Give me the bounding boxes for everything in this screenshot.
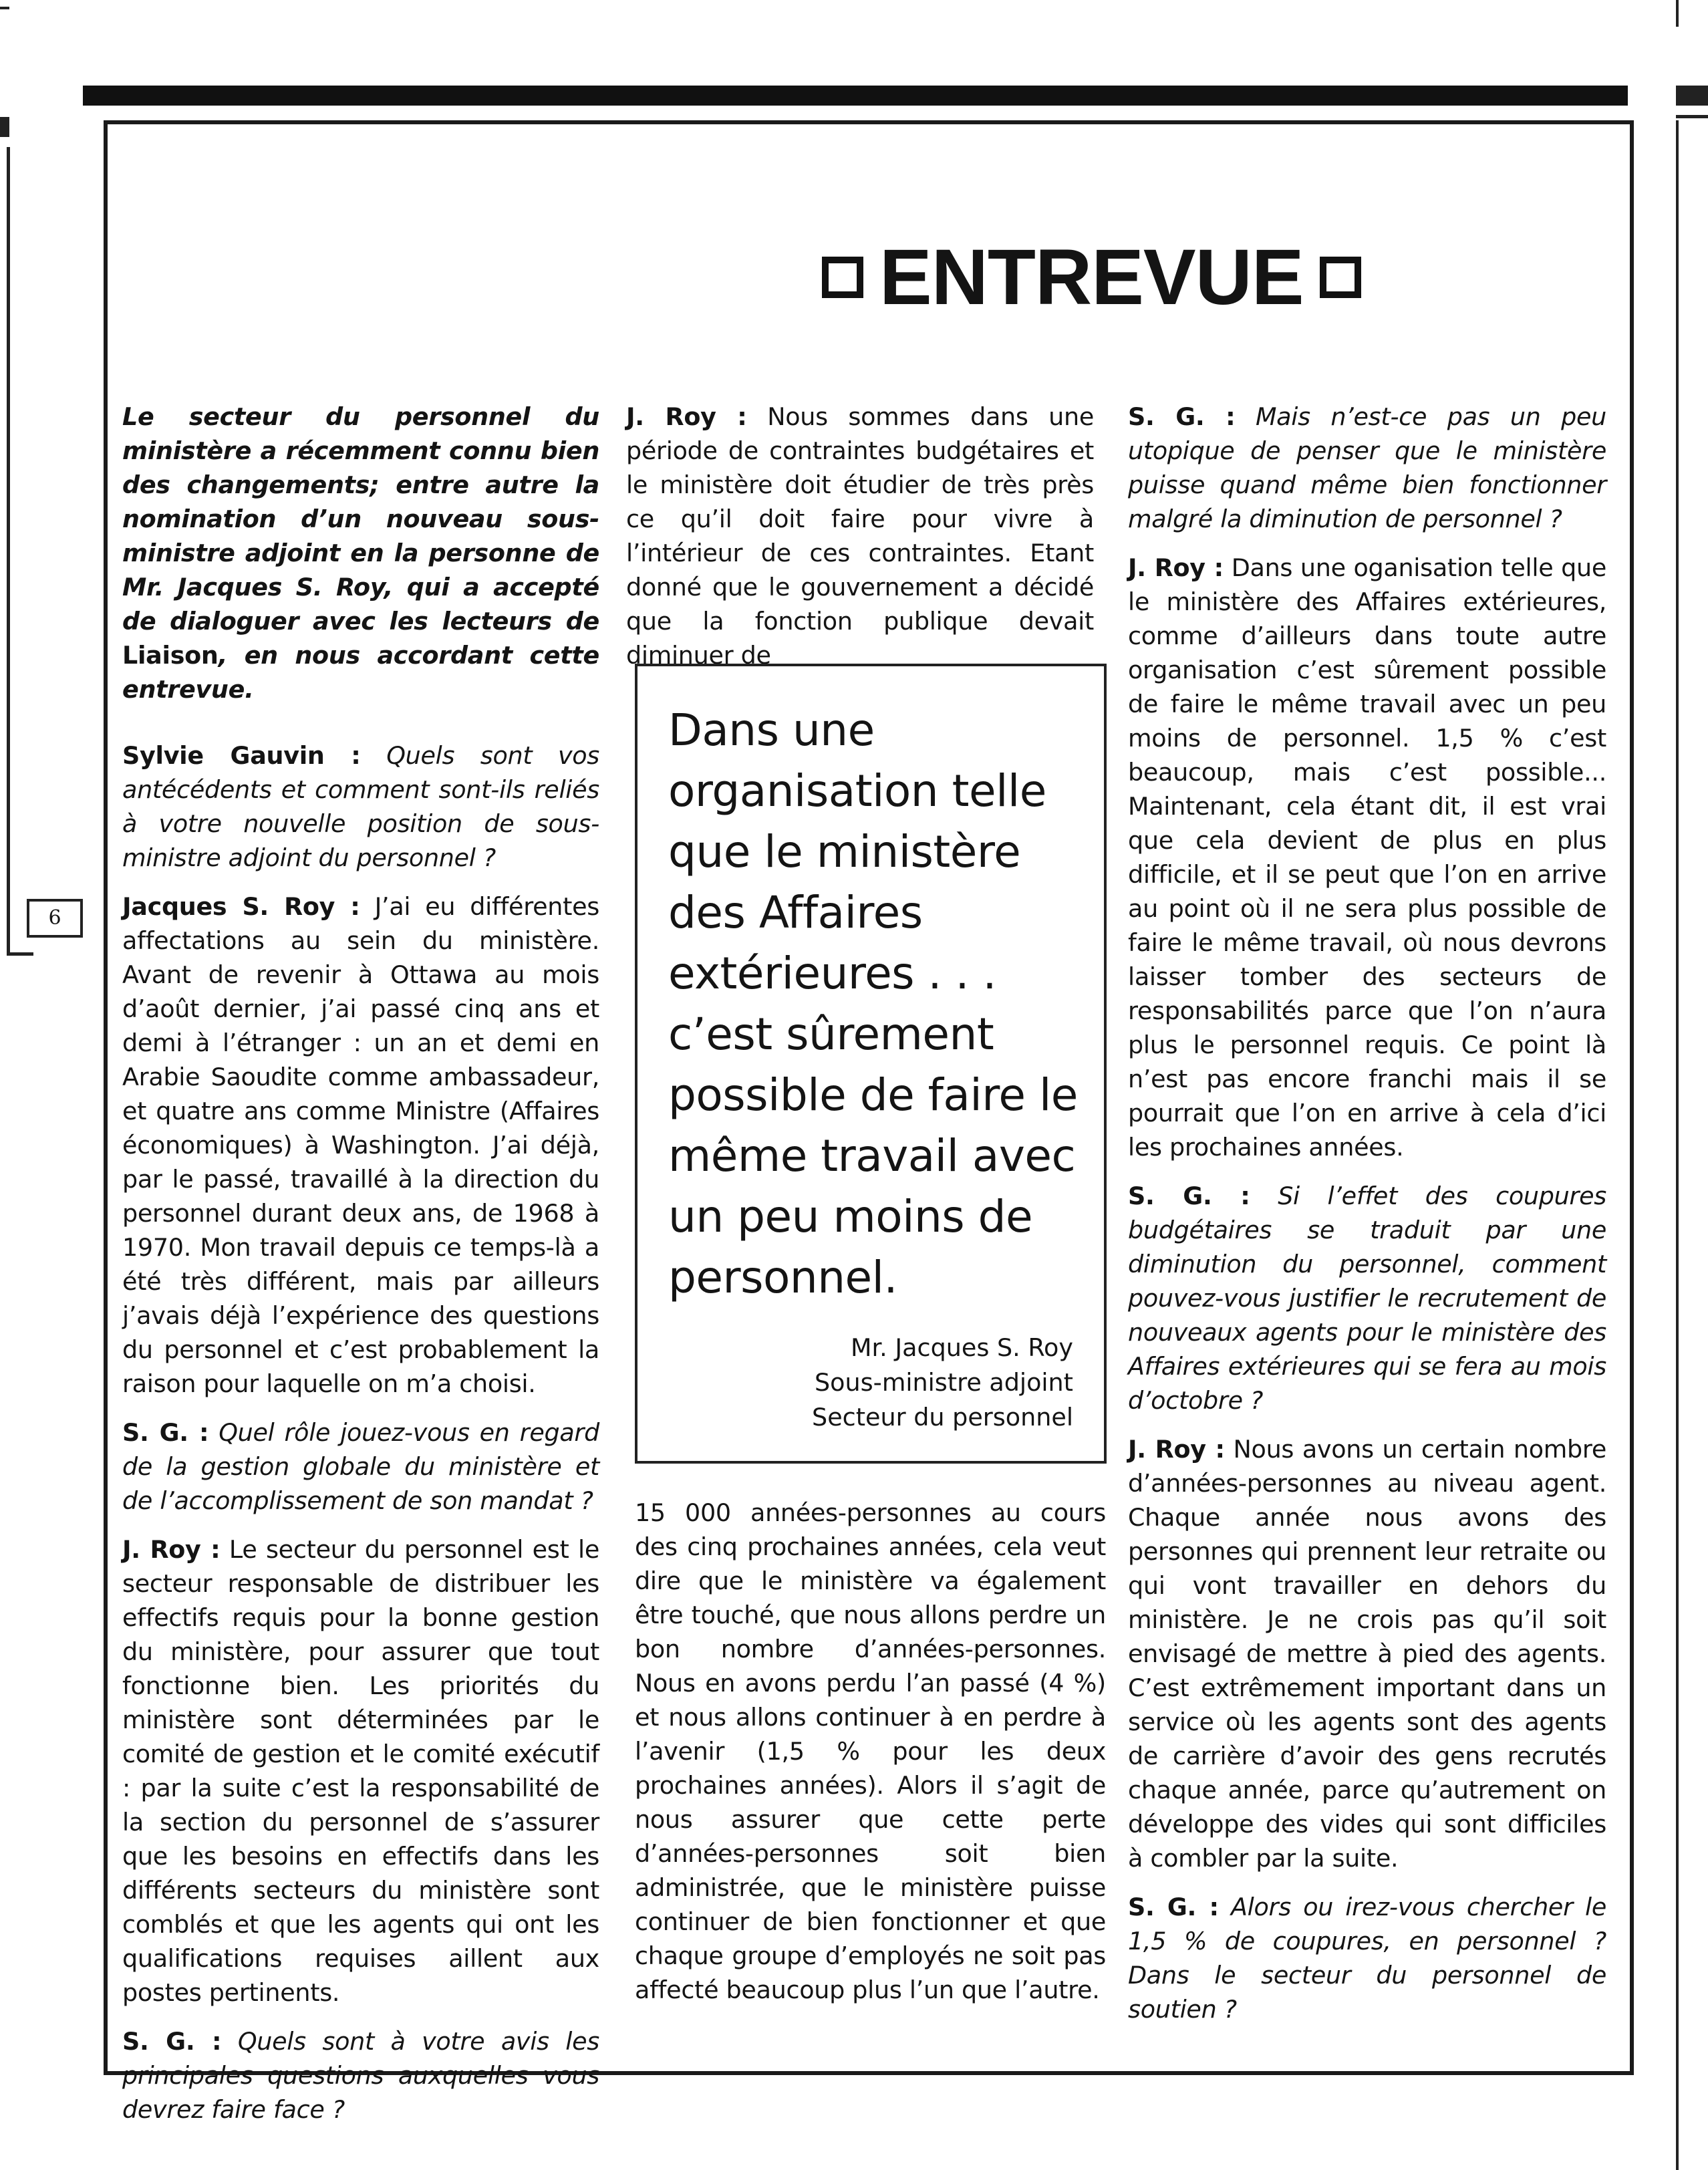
speaker-label: J. Roy : — [1128, 553, 1224, 582]
interview-paragraph — [122, 1415, 599, 1518]
speaker-label: S. G. : — [1128, 1182, 1250, 1210]
attribution-role: Sous-ministre adjoint — [815, 1368, 1073, 1397]
scan-mark-corner — [0, 7, 9, 9]
speaker-label: S. G. : — [122, 1418, 209, 1447]
pull-quote-box — [635, 664, 1107, 1464]
speaker-label: Jacques S. Roy : — [122, 892, 360, 921]
page-title — [822, 231, 1397, 324]
question-text: Alors ou irez-vous chercher le 1,5 % de coupures, en personnel ? Dans le secteur du personnel de soutien ? — [1128, 1893, 1606, 2024]
interview-paragraph — [1128, 1890, 1606, 2026]
answer-text: Dans une oganisation telle que le ministère des Affaires extérieures, comme d’ailleurs dans toute autre organisation c’est sûrement possible de faire le même travail avec un peu moins de personnel. 1,5 % c’est beaucoup, mais c’est possible... Maintenant, cela étant dit, il est vrai que cela devient de plus en plus difficile, et il se peut que l’on en arrive au point où il ne sera plus possible de faire le même travail, où nous devrons laisser tomber des secteurs de responsabilités parce que l’on n’aura plus le personnel requis. Ce point là n’est pas encore franchi mais il se pourrait que l’on en arrive à cela d’ici les prochaines années. — [1128, 553, 1606, 1162]
scan-mark-right-tab — [1676, 86, 1708, 106]
column-1 — [122, 400, 599, 2127]
interview-paragraph — [1128, 1432, 1606, 1875]
column-3 — [1128, 400, 1606, 2026]
column-2-bottom — [635, 1496, 1106, 2007]
speaker-label: J. Roy : — [1128, 1435, 1225, 1464]
answer-text: Le secteur du personnel est le secteur responsable de distribuer les effectifs requis pour la bonne gestion du ministère, pour assurer que tout fonctionne bien. Les priorités du ministère sont déterminées par le comité de gestion et le comité exécutif : par la suite c’est la responsabilité de la section du personnel de s’assurer que les besoins en effectifs dans les différents secteurs du ministère sont comblés et que les agents qui ont les qualifications requises aillent aux postes pertinents. — [122, 1535, 599, 2007]
intro-paragraph — [122, 400, 599, 706]
speaker-label: S. G. : — [122, 2027, 222, 2056]
answer-text: Nous sommes dans une période de contraintes budgétaires et le ministère doit étudier de très près ce qu’il doit faire pour vivre à l’intérieur de ces contraintes. Etant donné que le gouvernement a décidé que la fonction publique devait diminuer de — [626, 402, 1094, 670]
interview-paragraph — [122, 890, 599, 1401]
top-rule — [83, 86, 1628, 106]
interview-paragraph — [626, 400, 1094, 672]
interview-paragraph: 15 000 années-personnes au cours des cinq prochaines années, cela veut dire que le ministère va également être touché, que nous allons perdre un bon nombre d’années-personnes. Nous en avons perdu l’an passé (4 %) et nous allons continuer à en perdre à l’avenir (1,5 % pour les deux prochaines années). Alors il s’agit de nous assurer que cette perte d’années-personnes soit bien administrée, que le ministère puisse continuer de bien fonctionner et que chaque groupe d’employés ne soit pas affecté beaucoup plus l’un que l’autre. — [635, 1498, 1106, 2004]
attribution-department: Secteur du personnel — [812, 1403, 1073, 1432]
publication-name: Liaison — [122, 641, 219, 670]
interview-paragraph — [1128, 1179, 1606, 1417]
interview-paragraph — [1128, 400, 1606, 536]
speaker-label: S. G. : — [1128, 402, 1236, 431]
pull-quote-text: Dans une organisation telle que le ministère des Affaires extérieures . . . c’est sûrement possible de faire le même travail avec un peu moins de personnel. — [668, 704, 1078, 1303]
column-2-top — [626, 400, 1094, 672]
pull-quote-attribution — [668, 1331, 1085, 1435]
interview-paragraph — [122, 738, 599, 875]
title-box-right — [1320, 257, 1361, 298]
scan-mark-left — [7, 147, 10, 956]
question-text: Quel rôle jouez-vous en regard de la gestion globale du ministère et de l’accomplissement de son mandat ? — [122, 1418, 599, 1515]
scan-mark-right-top — [1676, 0, 1679, 27]
interview-paragraph — [1128, 551, 1606, 1164]
speaker-label: J. Roy : — [122, 1535, 221, 1564]
answer-text: J’ai eu différentes affectations au sein du ministère. Avant de revenir à Ottawa au mois d’août dernier, j’ai passé cinq ans et demi à l’étranger : un an et demi en Arabie Saoudite comme ambassadeur, et quatre ans comme Ministre (Affaires économiques) à Washington. J’ai déjà, par le passé, travaillé à la direction du personnel durant deux ans, de 1968 à 1970. Mon travail depuis ce temps-là a été très différent, mais par ailleurs j’avais déjà l’expérience des questions du personnel et c’est probablement la raison pour laquelle on m’a choisi. — [122, 892, 599, 1398]
question-text: Quels sont vos antécédents et comment sont-ils reliés à votre nouvelle position de sous-ministre adjoint du personnel ? — [122, 741, 599, 872]
intro-text: Le secteur du personnel du ministère a récemment connu bien des changements; entre autre la nomination d’un nouveau sous-ministre adjoint en la personne de Mr. Jacques S. Roy, qui a accepté de dialoguer avec les lecteurs de — [122, 402, 599, 636]
interview-paragraph — [122, 2024, 599, 2127]
speaker-label: J. Roy : — [626, 402, 747, 431]
question-text: Si l’effet des coupures budgétaires se traduit par une diminution du personnel, comment pouvez-vous justifier le recrutement de nouveaux agents pour le ministère des Affaires extérieures qui se fera au mois d’octobre ? — [1128, 1182, 1607, 1415]
question-text: Quels sont à votre avis les principales questions auxquelles vous devrez faire face ? — [122, 2027, 599, 2124]
answer-text: Nous avons un certain nombre d’années-personnes au niveau agent. Chaque année nous avons des personnes qui prennent leur retraite ou qui vont travailler en dehors du ministère. Je ne crois pas qu’il soit envisagé de mettre à pied des agents. C’est extrêmement important dans un service où les agents sont des agents de carrière d’avoir des gens recrutés chaque année, parce qu’autrement on développe des vides qui sont difficiles à combler par la suite. — [1128, 1435, 1606, 1873]
title-box-left — [822, 257, 863, 298]
attribution-name: Mr. Jacques S. Roy — [851, 1333, 1073, 1362]
scan-mark-right — [1676, 120, 1679, 2170]
scan-mark-left-tick — [0, 117, 9, 137]
speaker-label: S. G. : — [1128, 1893, 1219, 1921]
scan-mark-left-hook — [7, 952, 33, 956]
title-text: ENTREVUE — [879, 233, 1304, 321]
page-number: 6 — [27, 899, 83, 938]
interview-paragraph — [122, 1532, 599, 2010]
question-text: Mais n’est-ce pas un peu utopique de penser que le ministère puisse quand même bien fonctionner malgré la diminution de personnel ? — [1128, 402, 1606, 533]
speaker-label: Sylvie Gauvin : — [122, 741, 361, 770]
intro-text-end: , en nous accordant cette entrevue. — [122, 641, 599, 704]
scan-mark-right-hook — [1676, 115, 1708, 118]
